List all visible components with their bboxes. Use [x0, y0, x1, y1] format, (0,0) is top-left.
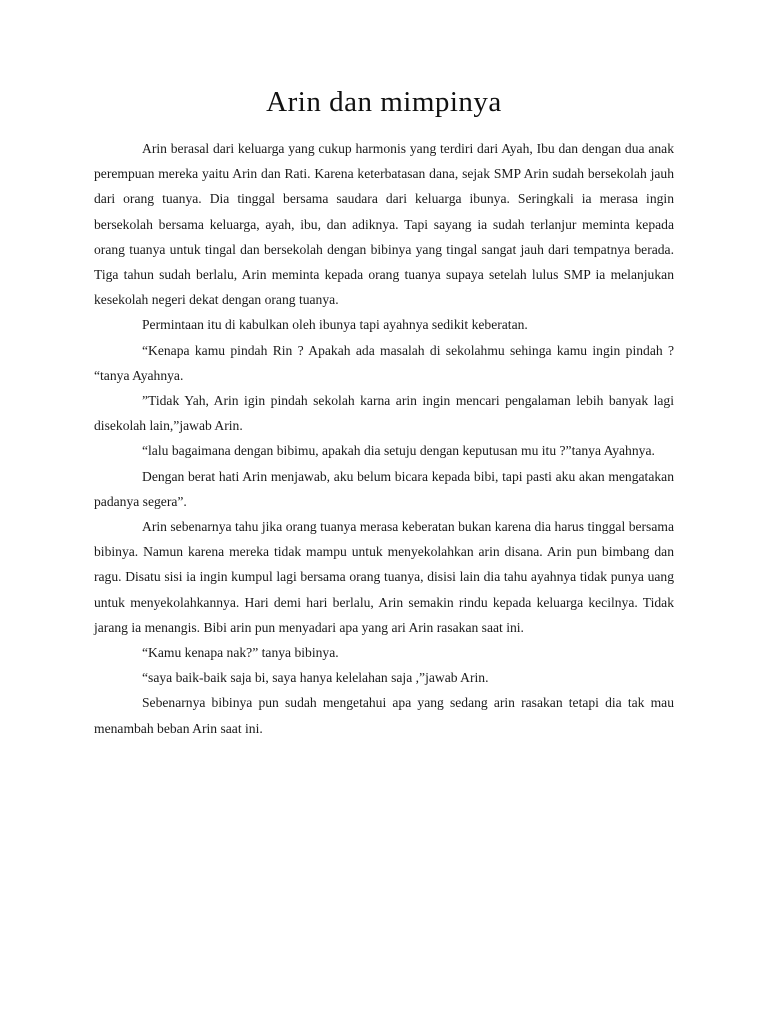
- paragraph: Sebenarnya bibinya pun sudah mengetahui apa yang sedang arin rasakan tetapi dia tak mau menambah beban Arin saat ini.: [94, 695, 674, 736]
- paragraph: ”Tidak Yah, Arin igin pindah sekolah karna arin ingin mencari pengalaman lebih banyak lagi disekolah lain,”jawab Arin.: [94, 393, 674, 434]
- paragraph: “Kenapa kamu pindah Rin ? Apakah ada masalah di sekolahmu sehinga kamu ingin pindah ? “tanya Ayahnya.: [94, 342, 674, 383]
- paragraph: Arin sebenarnya tahu jika orang tuanya merasa keberatan bukan karena dia harus tinggal bersama bibinya. Namun karena mereka tidak mampu untuk menyekolahkan arin disana. Arin pun bimbang dan ragu. Disatu sisi ia ingin kumpul lagi bersama orang tuanya, disisi lain dia tahu ayahnya tidak punya uang untuk menyekolahkannya. Hari demi hari berlalu, Arin semakin rindu kepada keluarga kecilnya. Tidak jarang ia menangis. Bibi arin pun menyadari apa yang ari Arin rasakan saat ini.: [94, 519, 674, 635]
- paragraph: “saya baik-baik saja bi, saya hanya kelelahan saja ,”jawab Arin.: [142, 670, 489, 686]
- document-body: [94, 136, 674, 741]
- document-title: Arin dan mimpinya: [266, 86, 502, 118]
- paragraph: Permintaan itu di kabulkan oleh ibunya tapi ayahnya sedikit keberatan.: [142, 317, 528, 333]
- paragraph: “lalu bagaimana dengan bibimu, apakah dia setuju dengan keputusan mu itu ?”tanya Ayahnya.: [142, 443, 655, 459]
- paragraph: Arin berasal dari keluarga yang cukup harmonis yang terdiri dari Ayah, Ibu dan dengan dua anak perempuan mereka yaitu Arin dan Rati. Karena keterbatasan dana, sejak SMP Arin sudah bersekolah jauh dari orang tuanya. Dia tinggal bersama saudara dari keluarga ibunya. Seringkali ia merasa ingin bersekolah bersama keluarga, ayah, ibu, dan adiknya. Tapi sayang ia sudah terlanjur meminta kepada orang tuanya untuk tingal dan bersekolah dengan bibinya yang tingal sangat jauh dari tempatnya berada. Tiga tahun sudah berlalu, Arin meminta kepada orang tuanya supaya setelah lulus SMP ia melanjukan kesekolah negeri dekat dengan orang tuanya.: [94, 141, 674, 308]
- paragraph: “Kamu kenapa nak?” tanya bibinya.: [142, 645, 339, 661]
- paragraph: Dengan berat hati Arin menjawab, aku belum bicara kepada bibi, tapi pasti aku akan mengatakan padanya segera”.: [94, 468, 674, 509]
